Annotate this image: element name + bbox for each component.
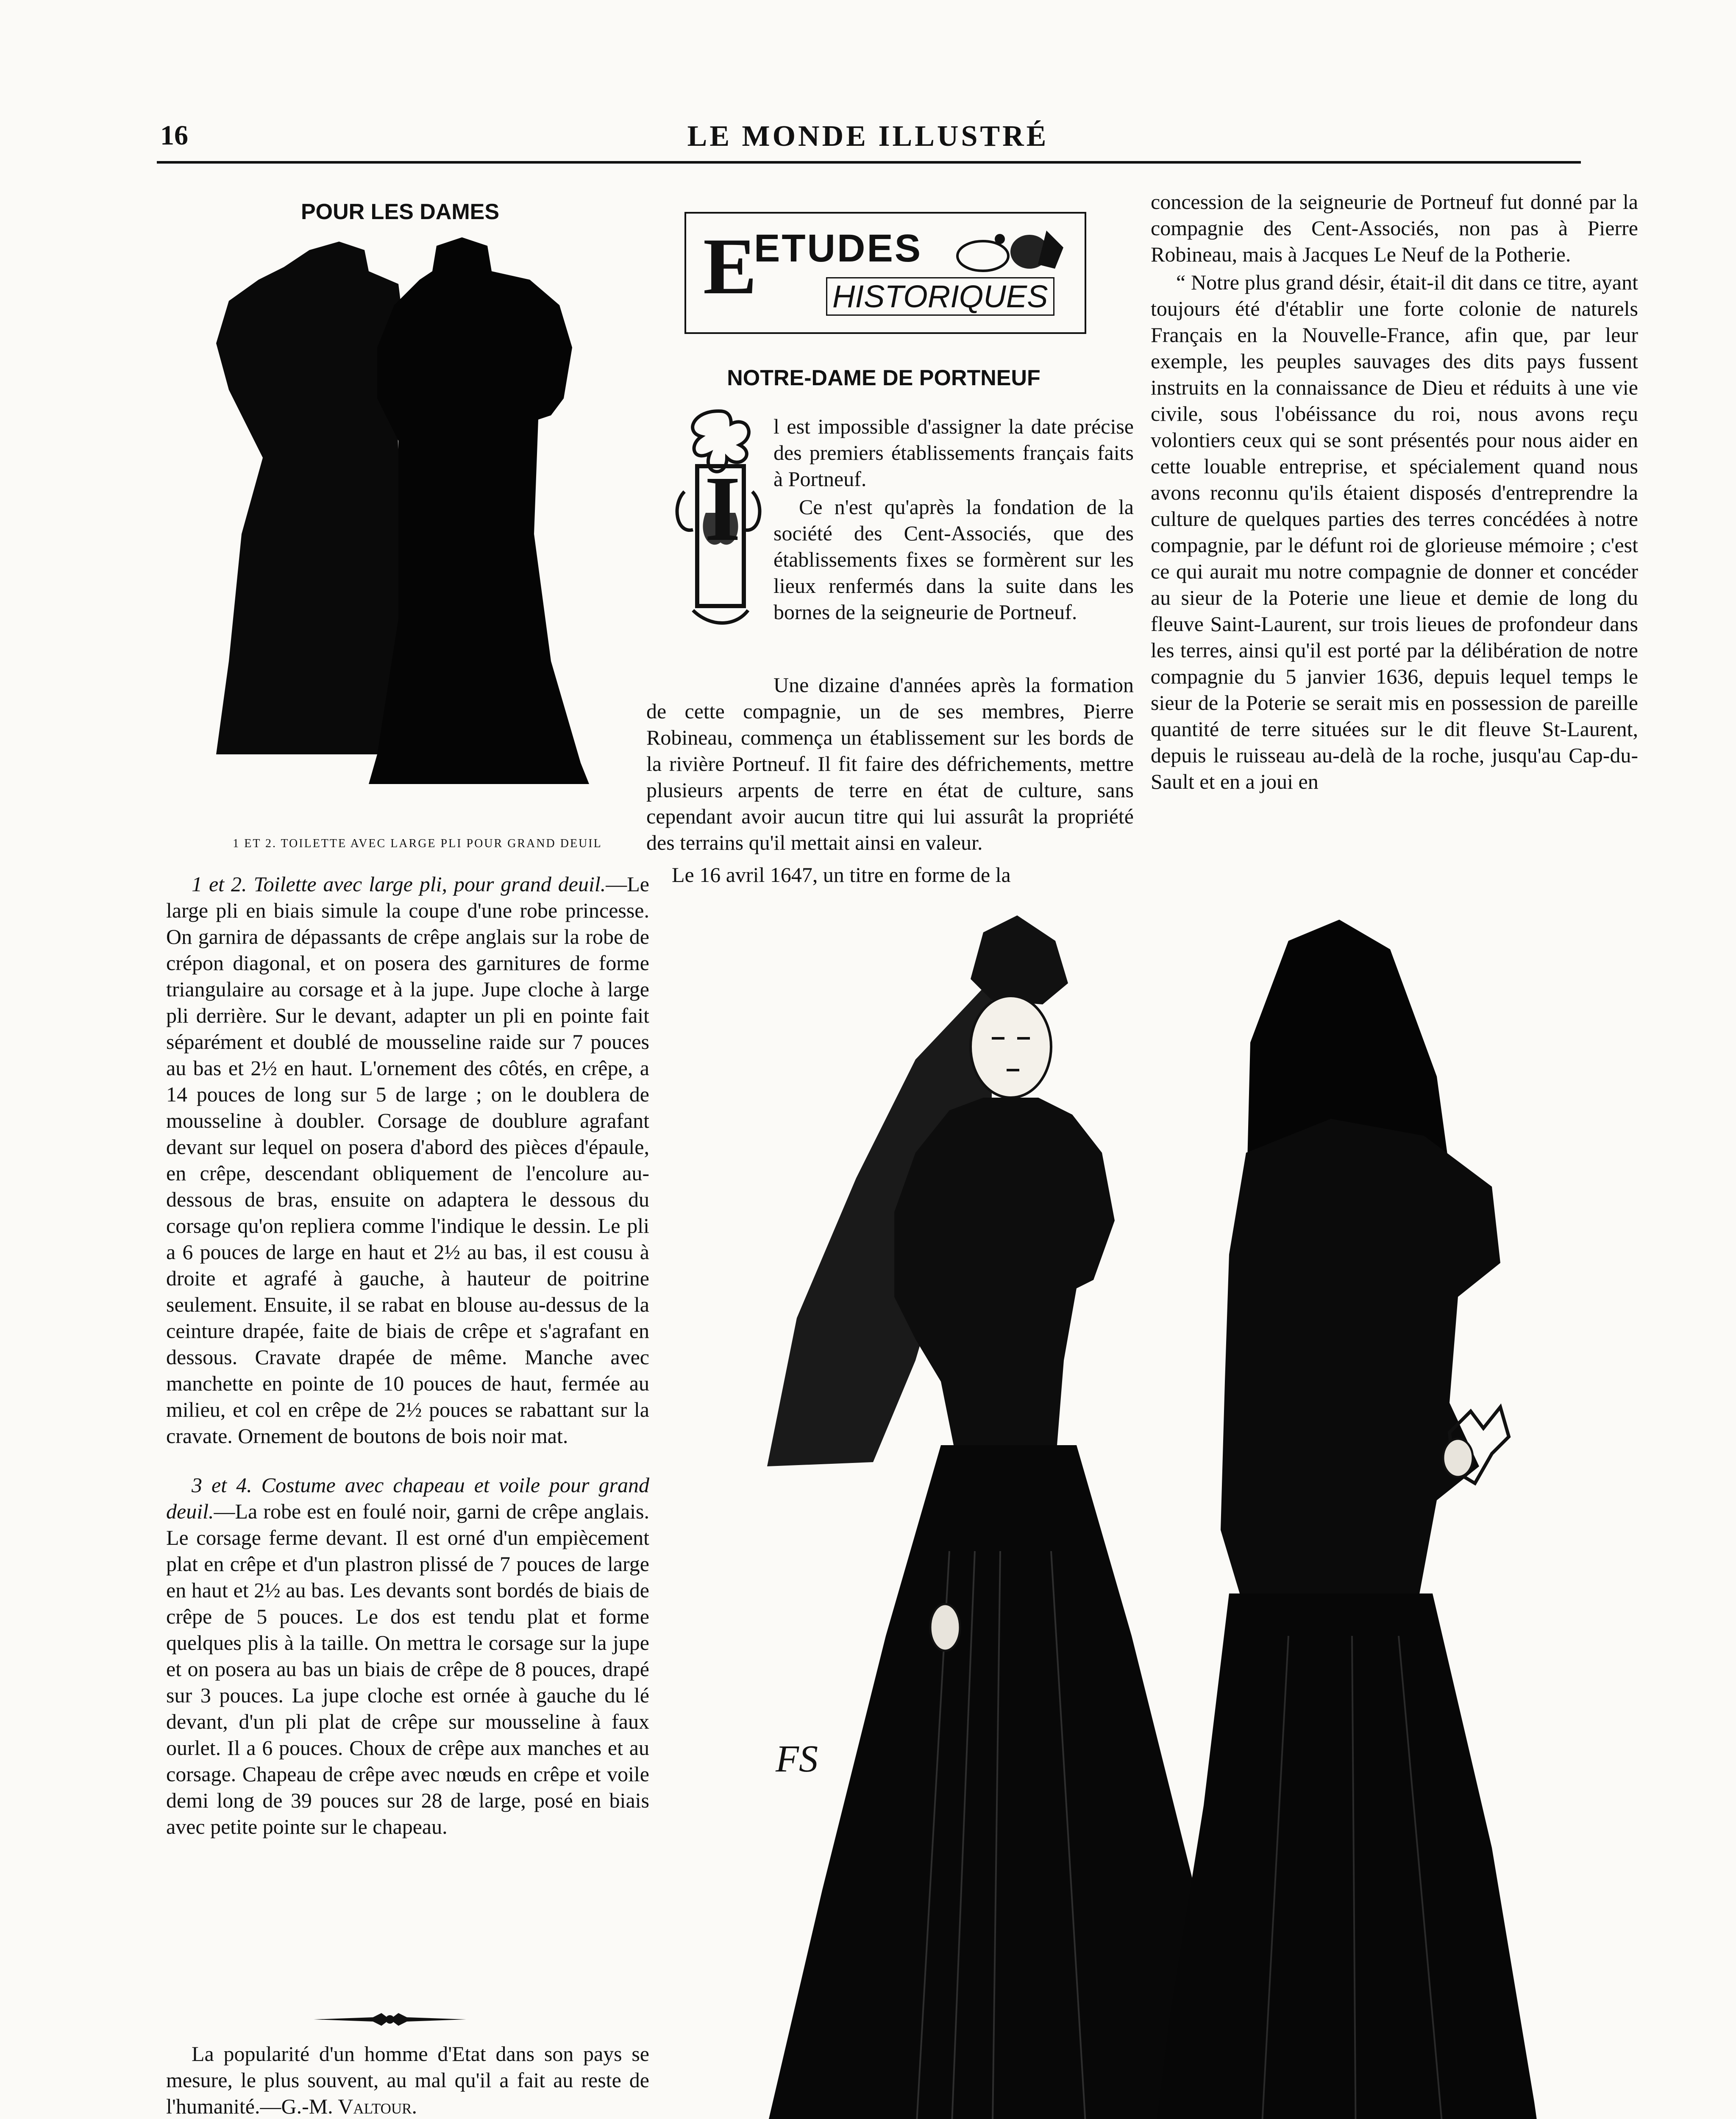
article-para-3: Une dizaine d'années après la formation de cette compagnie, un de ses membres, Pierre Robineau, commença un établissement sur les bords de la rivière Portneuf. Il fit faire des défrichements, mettre plusieurs arpents de terre en état de culture, sans cependant avoir aucun titre qui lui assurât la propriété des terrains qu'il mettait ainsi en valeur. bbox=[646, 673, 1134, 854]
section-title-pour-les-dames: POUR LES DAMES bbox=[301, 200, 500, 224]
article-title: NOTRE-DAME DE PORTNEUF bbox=[727, 366, 1040, 390]
figure-two-dresses-silhouette bbox=[199, 237, 615, 793]
right-para-1: concession de la seigneurie de Portneuf fut donné par la compagnie des Cent-Associés, non pas à Pierre Robineau, mais à Jacques Le Neuf de la Potherie. bbox=[1151, 190, 1638, 266]
banner-decoration-icon bbox=[949, 222, 1076, 277]
left-column-quotes bbox=[166, 2041, 649, 2119]
banner-word-etudes: ETUDES bbox=[754, 227, 923, 270]
banner-word-historiques: HISTORIQUES bbox=[826, 277, 1054, 316]
figure1-caption: 1 ET 2. TOILETTE AVEC LARGE PLI POUR GRAND DEUIL bbox=[233, 837, 602, 850]
middle-column-intro bbox=[773, 413, 1134, 627]
left-column-text bbox=[166, 871, 649, 1841]
paragraph-toilette-lead: 1 et 2. Toilette avec large pli, pour grand deuil. bbox=[192, 872, 606, 896]
dropcap-letter: I bbox=[704, 457, 741, 560]
etudes-historiques-banner bbox=[684, 212, 1086, 334]
illustration-mourning-costumes bbox=[695, 915, 1606, 2119]
quote-valtour-author: G.-M. Valtour. bbox=[281, 2094, 417, 2118]
article-para-1: l est impossible d'assigner la date précise des premiers établissements français faits à Portneuf. bbox=[773, 414, 1134, 491]
figure-woman-left bbox=[763, 915, 1229, 2119]
banner-initial-e: E bbox=[703, 222, 757, 311]
publication-title: LE MONDE ILLUSTRÉ bbox=[687, 120, 1049, 153]
right-column-text bbox=[1151, 189, 1638, 796]
article-para-4: Le 16 avril 1647, un titre en forme de la bbox=[672, 863, 1011, 887]
right-para-2: “ Notre plus grand désir, était-il dit dans ce titre, ayant toujours été d'établir une forte colonie de naturels Français en la Nouvelle-France, afin que, par leur exemple, les peuples sauvages des dits pays fussent instruits en la connaissance de Dieu et réduits à une vie civile, sous l'obéissance du roi, nous avons reçu volontiers ceux qui se sont présentés pour nous aider en cette louable entreprise, et spécialement quand nous avons reconnu qu'ils étaient disposés d'entreprendre la culture de quelques parties des terres concédées à notre compagnie, par le défunt roi de glorieuse mémoire ; c'est ce qui aurait mu notre compagnie de donner et concéder au sieur de la Poterie une lieue et demie de long du fleuve Saint-Laurent, sur trois lieues de profondeur dans les terres, ainsi qu'il est porté par la délibération de notre compagnie du 5 janvier 1636, depuis lequel temps le sieur de la Poterie se serait mis en possession de pareille quantité de terre situées sur le dit fleuve St-Laurent, depuis le ruisseau au-delà de la roche, jusqu'au Cap-du-Sault et en a joui en bbox=[1151, 270, 1638, 793]
paragraph-toilette bbox=[166, 871, 649, 1449]
figure-woman-right bbox=[1144, 920, 1551, 2119]
paragraph-costume bbox=[166, 1472, 649, 1840]
ornamental-divider bbox=[314, 2011, 466, 2028]
page-number: 16 bbox=[160, 120, 188, 151]
article-para-2: Ce n'est qu'après la fondation de la société des Cent-Associés, que des établissements fixes se formèrent sur les lieux renfermés dans la suite dans les bornes de la seigneurie de Portneuf. bbox=[773, 495, 1134, 624]
artist-signature: FS bbox=[776, 1738, 818, 1780]
paragraph-toilette-body: —Le large pli en biais simule la coupe d'une robe princesse. On garnira de dépassants de crêpe anglais sur la robe de crépon diagonal, et on posera des garnitures de forme triangulaire au corsage et à la jupe. Jupe cloche à large pli derrière. Sur le devant, adapter un pli en pointe fait séparément et doublé de mousseline raide sur 7 pouces au bas et 2½ en haut. L'ornement des côtés, en crêpe, a 14 pouces de long sur 5 de large ; on le doublera de mousseline à doubler. Corsage de doublure agrafant devant sur lequel on posera d'abord des pièces d'épaule, en crêpe, descendant obliquement de l'encolure au-dessous de bras, ensuite on adaptera le dessous du corsage qu'on repliera comme l'indique le dessin. Le pli a 6 pouces de large en haut et 2½ au bas, il est cousu à droite et agrafé à gauche, à hauteur de poitrine seulement. Ensuite, il se rabat en blouse au-dessus de la ceinture drapée, faite de biais de crêpe et s'agrafant en dessous. Cravate drapée de même. Manche avec manchette en pointe de 10 pouces de haut, fermée au milieu, et col en crêpe de 2½ pouces se rabattant sur la cravate. Ornement de boutons de bois noir mat. bbox=[166, 872, 649, 1448]
paragraph-costume-lead: 3 et 4. Costume avec chapeau et voile pour grand deuil. bbox=[166, 1473, 649, 1523]
header-rule bbox=[157, 161, 1581, 164]
quote-valtour-text: La popularité d'un homme d'Etat dans son pays se mesure, le plus souvent, au mal qu'il a fait au reste de l'humanité.— bbox=[166, 2042, 649, 2118]
quote-valtour bbox=[166, 2041, 649, 2119]
paragraph-costume-body: —La robe est en foulé noir, garni de crêpe anglais. Le corsage ferme devant. Il est orné d'un empiècement plat en crêpe et d'un plastron plissé de 7 pouces de large en haut et 2½ au bas. Les devants sont bordés de biais de crêpe de 5 pouces. Le dos est tendu plat et forme quelques plis à la taille. On mettra le corsage sur la jupe et on posera au bas un biais de crêpe de 8 pouces, drapé sur 3 pouces. La jupe cloche est ornée à gauche du lé devant, d'un pli plat de crêpe sur mousseline à faux ourlet. Il a 6 pouces. Choux de crêpe aux manches et au corsage. Chapeau de crêpe avec nœuds en crêpe et voile demi long de 39 pouces sur 28 de large, posé en biais avec petite pointe sur le chapeau. bbox=[166, 1499, 649, 1838]
middle-column-continued bbox=[646, 672, 1134, 890]
